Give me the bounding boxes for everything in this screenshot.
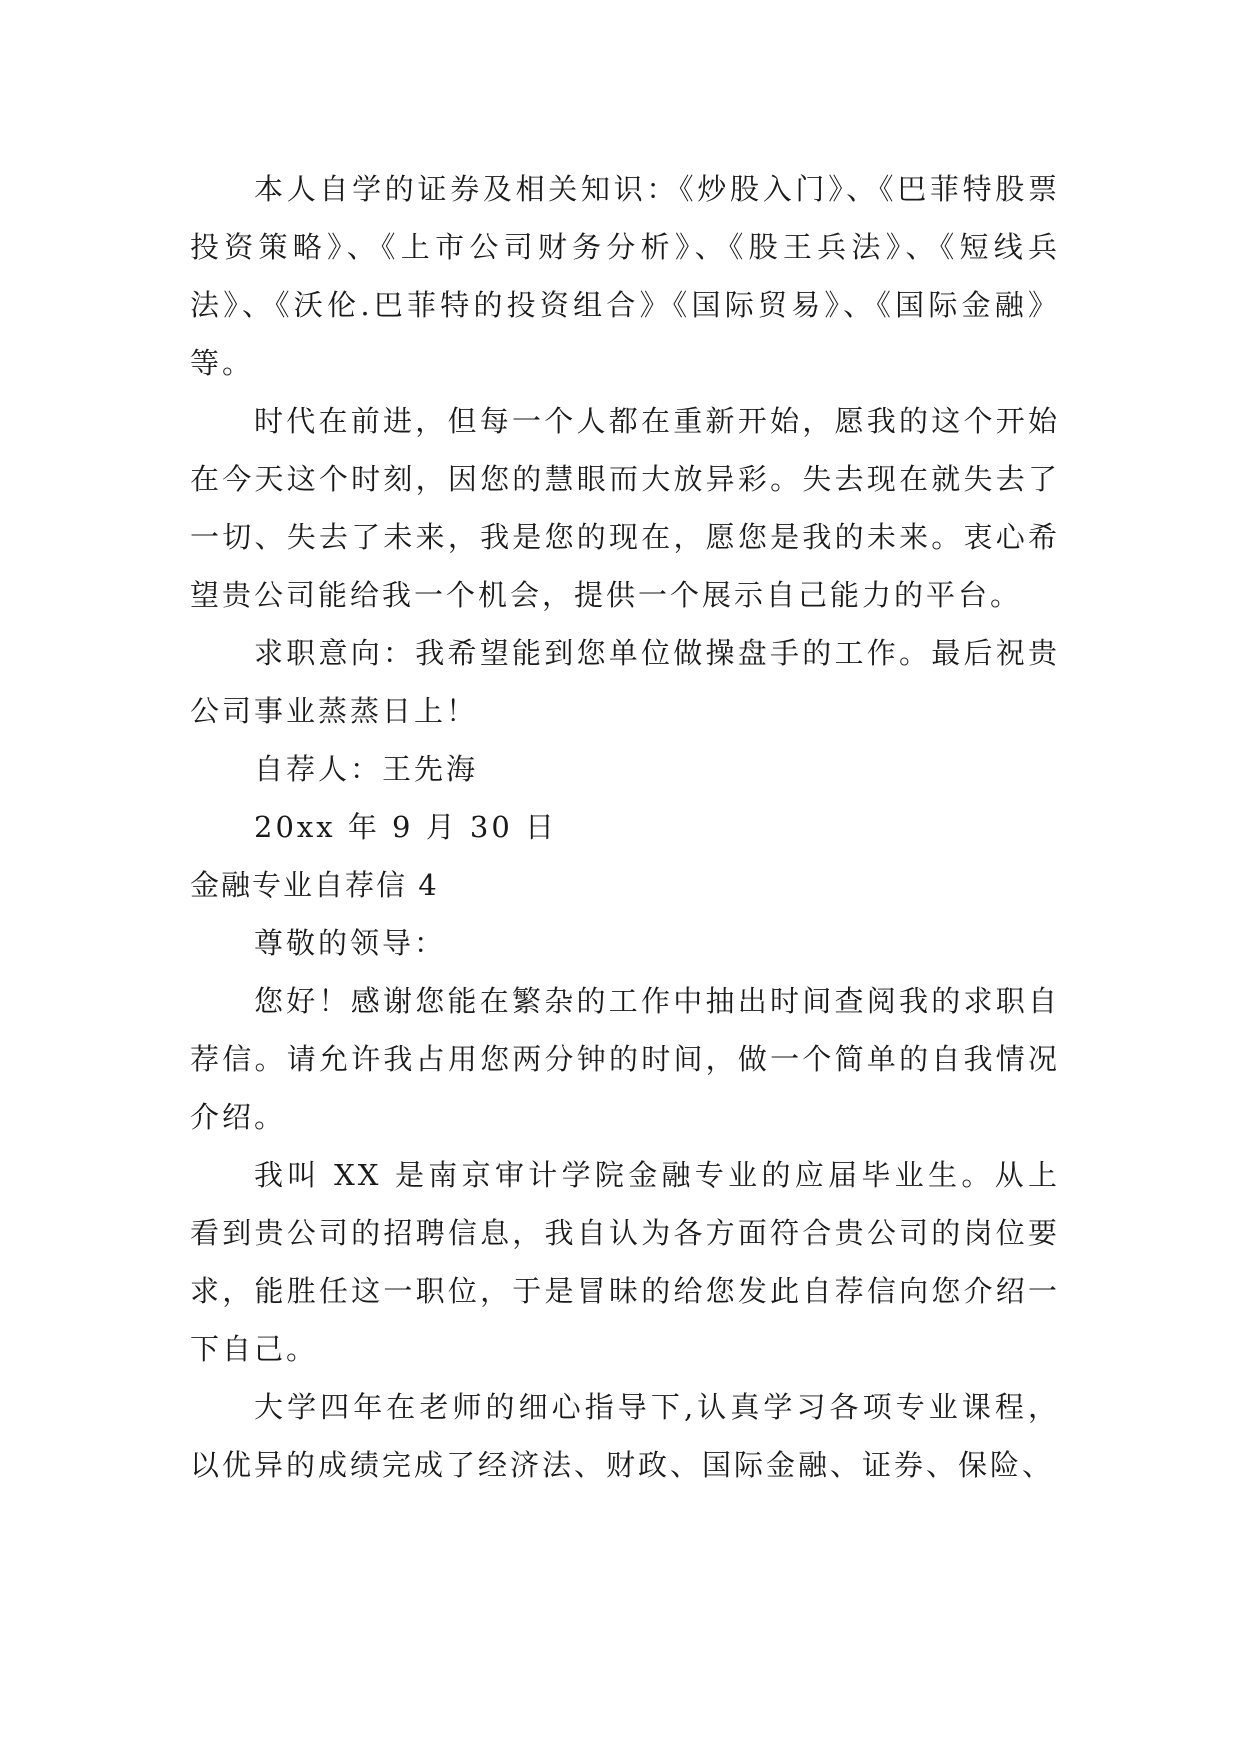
salutation: 尊敬的领导：	[254, 926, 447, 960]
date-line: 20xx 年 9 月 30 日	[254, 810, 558, 844]
document-body	[190, 160, 1060, 1494]
paragraph-job-intention: 求职意向：我希望能到您单位做操盘手的工作。最后祝贵公司事业蒸蒸日上！	[190, 636, 1060, 728]
paragraph-era: 时代在前进，但每一个人都在重新开始，愿我的这个开始在今天这个时刻，因您的慧眼而大放异彩。失去现在就失去了一切、失去了未来，我是您的现在，愿您是我的未来。衷心希望贵公司能给我一个机会，提供一个展示自己能力的平台。	[190, 404, 1060, 612]
signature-line: 自荐人：王先海	[254, 752, 479, 786]
paragraph-greeting: 您好！感谢您能在繁杂的工作中抽出时间查阅我的求职自荐信。请允许我占用您两分钟的时间，做一个简单的自我情况介绍。	[190, 984, 1060, 1134]
paragraph-university: 大学四年在老师的细心指导下,认真学习各项专业课程，以优异的成绩完成了经济法、财政、国际金融、证券、保险、	[190, 1390, 1060, 1482]
paragraph-self-study: 本人自学的证券及相关知识：《炒股入门》、《巴菲特股票投资策略》、《上市公司财务分析》、《股王兵法》、《短线兵法》、《沃伦.巴菲特的投资组合》《国际贸易》、《国际金融》等。	[190, 172, 1060, 380]
paragraph-introduction: 我叫 XX 是南京审计学院金融专业的应届毕业生。从上看到贵公司的招聘信息，我自认为各方面符合贵公司的岗位要求，能胜任这一职位，于是冒昧的给您发此自荐信向您介绍一下自己。	[190, 1158, 1060, 1366]
section-title: 金融专业自荐信 4	[190, 868, 439, 902]
